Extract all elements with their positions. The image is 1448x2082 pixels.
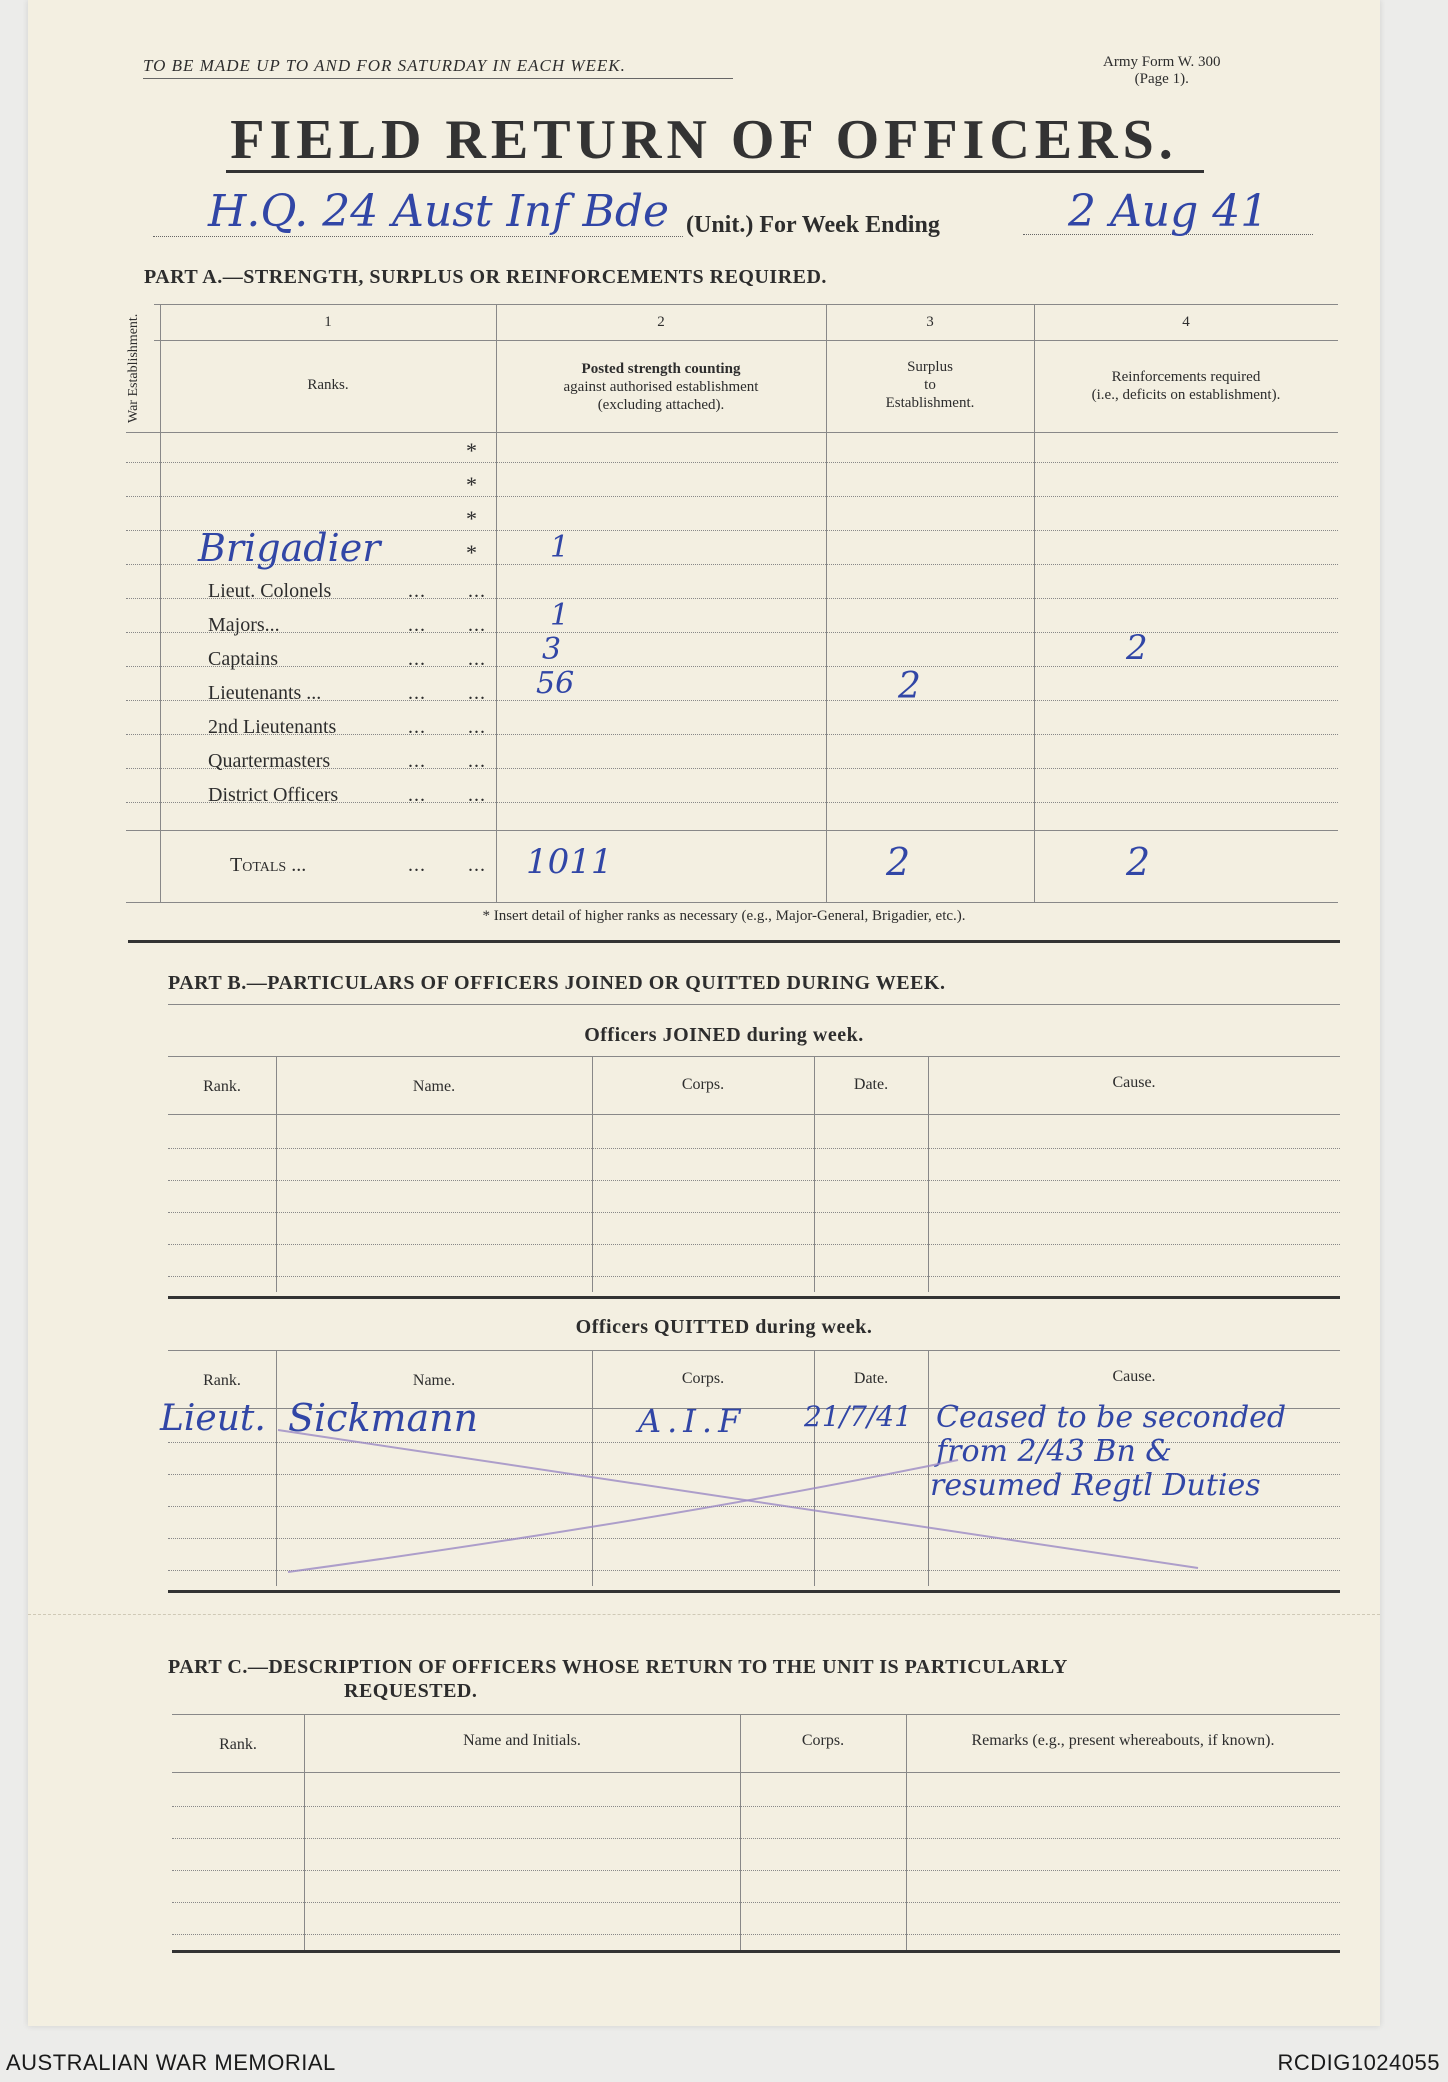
col-number-1: 1 [324, 314, 332, 330]
col-ranks-header: Ranks. [307, 377, 349, 393]
col-surplus-line3: Establishment. [885, 395, 975, 411]
part-c-col-name: Name and Initials. [463, 1732, 581, 1749]
col-reinf-line2: (i.e., deficits on establishment). [1091, 387, 1281, 403]
rank-lieut-colonels: Lieut. Colonels [208, 580, 332, 602]
archive-id: RCDIG1024055 [1277, 2050, 1440, 2075]
dots: ... [468, 750, 486, 772]
dots: ... [408, 648, 426, 670]
part-a-heading: PART A.—STRENGTH, SURPLUS OR REINFORCEMENTS REQUIRED. [144, 266, 827, 288]
dots: ... [468, 854, 486, 876]
archive-credit: AUSTRALIAN WAR MEMORIAL [6, 2050, 336, 2075]
col-number-3: 3 [926, 314, 934, 330]
dots: ... [468, 784, 486, 806]
form-number [1103, 54, 1221, 88]
col-number-4: 4 [1182, 314, 1190, 330]
quitted-name: Sickmann [288, 1396, 479, 1440]
lieutenants-surplus: 2 [898, 666, 921, 707]
rank-district-officers: District Officers [208, 784, 339, 806]
dots: ... [408, 614, 426, 636]
joined-heading: Officers JOINED during week. [584, 1024, 864, 1046]
joined-col-corps: Corps. [681, 1076, 725, 1093]
quitted-cause-line1: Ceased to be seconded [936, 1400, 1287, 1435]
quitted-cause-line3: resumed Regtl Duties [930, 1468, 1261, 1503]
dots: ... [468, 682, 486, 704]
joined-col-rank: Rank. [203, 1078, 241, 1095]
quitted-col-rank: Rank. [203, 1372, 241, 1389]
unit-handwritten: H.Q. 24 Aust Inf Bde [208, 186, 670, 237]
part-b-heading: PART B.—PARTICULARS OF OFFICERS JOINED OR QUITTED DURING WEEK. [168, 972, 946, 994]
war-establishment-label: War Establishment. [126, 313, 141, 423]
part-c-col-rank: Rank. [219, 1736, 257, 1753]
cross-out-strike [168, 1350, 1340, 1590]
joined-table [168, 1056, 1340, 1296]
week-ending-handwritten: 2 Aug 41 [1068, 186, 1269, 237]
majors-posted: 1 [550, 598, 570, 633]
dots: ... [468, 716, 486, 738]
form-page-text: (Page 1). [1134, 71, 1189, 87]
captains-reinforcements: 2 [1126, 628, 1148, 668]
quitted-corps: A.I.F [638, 1402, 747, 1440]
totals-label: Totals ... [230, 854, 307, 876]
fold-line [28, 1614, 1380, 1615]
star-row-4: * [466, 540, 477, 565]
brigadier-handwritten: Brigadier [198, 526, 381, 570]
part-c-table [172, 1714, 1340, 1954]
totals-surplus: 2 [886, 840, 911, 884]
star-row-1: * [466, 438, 477, 463]
part-a-footnote: * Insert detail of higher ranks as necessary (e.g., Major-General, Brigadier, etc.). [482, 908, 966, 924]
col-posted-line1: Posted strength counting [581, 361, 741, 377]
col-surplus-line1: Surplus [907, 359, 953, 375]
quitted-date: 21/7/41 [804, 1400, 912, 1433]
brigadier-posted: 1 [550, 530, 570, 565]
weekly-instruction: TO BE MADE UP TO AND FOR SATURDAY IN EACH WEEK. [143, 56, 626, 75]
rank-captains: Captains [208, 648, 278, 670]
star-row-2: * [466, 472, 477, 497]
rank-2nd-lieutenants: 2nd Lieutenants [208, 716, 337, 738]
dots: ... [468, 648, 486, 670]
star-row-3: * [466, 506, 477, 531]
col-number-2: 2 [657, 314, 665, 330]
dots: ... [408, 854, 426, 876]
instruction-underline [143, 78, 733, 79]
rank-lieutenants: Lieutenants ... [208, 682, 322, 704]
totals-reinforcements: 2 [1126, 840, 1151, 884]
col-surplus-line2: to [924, 377, 936, 393]
part-c-bottom-rule [172, 1950, 1340, 1953]
col-posted-line3: (excluding attached). [597, 397, 725, 413]
dots: ... [408, 750, 426, 772]
form-title: FIELD RETURN OF OFFICERS. [230, 109, 1178, 171]
quitted-cause-line2: from 2/43 Bn & [936, 1434, 1173, 1469]
form-paper [28, 0, 1380, 2026]
lieutenants-posted: 56 [536, 666, 575, 701]
joined-col-date: Date. [853, 1076, 889, 1093]
part-a-table [126, 304, 1338, 904]
form-number-text: Army Form W. 300 [1103, 54, 1221, 70]
quitted-rank: Lieut. [160, 1398, 266, 1439]
part-a-bottom-rule [128, 940, 1340, 943]
part-c-heading-line1: PART C.—DESCRIPTION OF OFFICERS WHOSE RETURN TO THE UNIT IS PARTICULARLY [168, 1656, 1068, 1678]
col-reinf-line1: Reinforcements required [1111, 369, 1261, 385]
captains-posted: 3 [542, 632, 562, 667]
joined-col-cause: Cause. [1112, 1074, 1156, 1091]
part-b-heading-rule [168, 1004, 1340, 1005]
col-posted-line2: against authorised establishment [563, 379, 759, 395]
dots: ... [408, 682, 426, 704]
title-underline [226, 170, 1204, 173]
quitted-col-cause: Cause. [1112, 1368, 1156, 1385]
quitted-bottom-rule [168, 1590, 1340, 1593]
quitted-table [160, 1350, 1340, 1590]
part-c-col-corps: Corps. [801, 1732, 845, 1749]
dots: ... [408, 580, 426, 602]
dots: ... [468, 580, 486, 602]
dots: ... [408, 716, 426, 738]
joined-col-name: Name. [412, 1078, 456, 1095]
quitted-col-date: Date. [853, 1370, 889, 1387]
part-c-col-remarks: Remarks (e.g., present whereabouts, if known). [971, 1732, 1275, 1749]
rank-quartermasters: Quartermasters [208, 750, 331, 772]
part-c-heading-line2: REQUESTED. [344, 1680, 478, 1702]
totals-posted: 1011 [526, 842, 613, 882]
unit-label: (Unit.) For Week Ending [686, 212, 940, 238]
joined-bottom-rule [168, 1296, 1340, 1299]
dots: ... [468, 614, 486, 636]
quitted-heading: Officers QUITTED during week. [575, 1316, 873, 1338]
rank-majors: Majors... [208, 614, 280, 636]
quitted-col-corps: Corps. [681, 1370, 725, 1387]
dots: ... [408, 784, 426, 806]
quitted-col-name: Name. [412, 1372, 456, 1389]
